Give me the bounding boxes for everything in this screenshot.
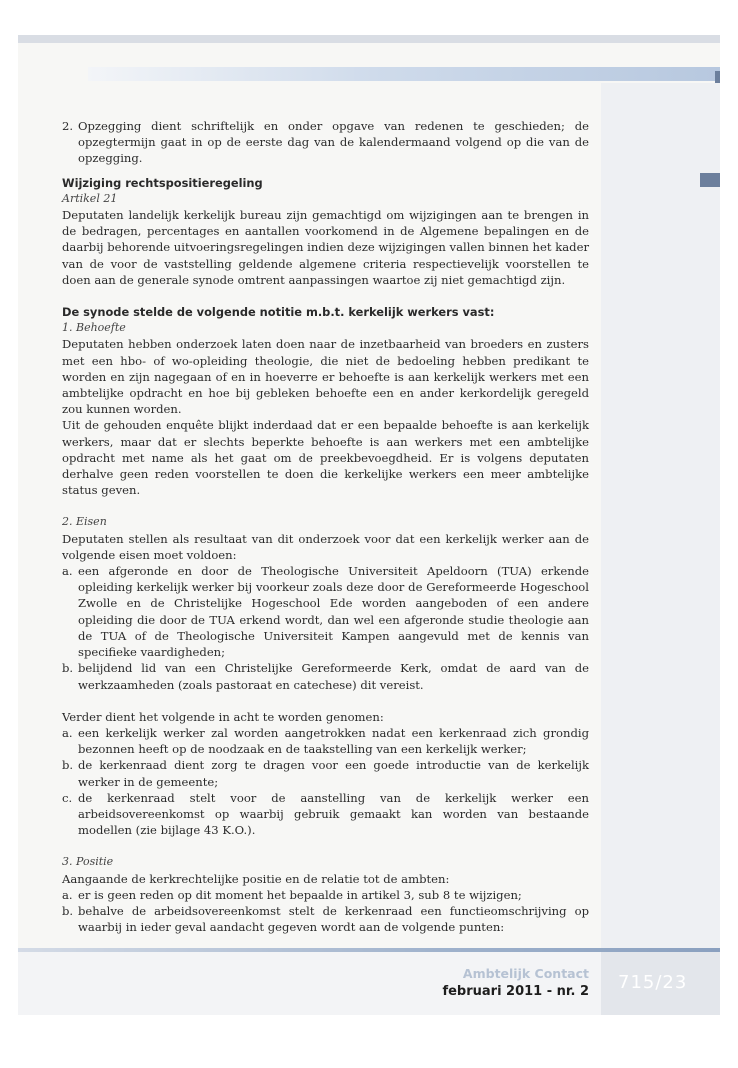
magazine-issue: februari 2011 - nr. 2 xyxy=(442,984,589,999)
list-item xyxy=(62,725,589,757)
list-item xyxy=(62,660,589,692)
list-item-text: behalve de arbeidsovereenkomst stelt de kerkenraad een functieomschrijving op waarbij in ieder geval aandacht gegeven wordt aan de volgende punten: xyxy=(78,903,589,935)
article-number: Artikel 21 xyxy=(62,191,118,205)
paragraph-text: Uit de gehouden enquête blijkt inderdaad dat er een bepaalde behoefte is aan kerkelijk werkers, maar dat er slechts beperkte behoefte is aan werkers met een ambtelijke opdracht met name als het gaat om de preekbevoegdheid. Er is volgens deputaten derhalve geen reden voorstellen te doen die kerkelijke werkers een meer ambtelijke status geven. xyxy=(62,418,589,498)
subsection-title: 2. Eisen xyxy=(62,515,107,529)
list-marker: a. xyxy=(62,725,73,740)
header-gradient-band xyxy=(88,67,720,81)
paragraph-text: Opzegging dient schriftelijk en onder opgave van redenen te geschieden; de opzegtermijn gaat in op de eerste dag van de kalendermaand volgend op die van de opzegging. xyxy=(78,119,589,166)
magazine-name: Ambtelijk Contact xyxy=(462,966,589,981)
paragraph-text: Deputaten landelijk kerkelijk bureau zijn gemachtigd om wijzigingen aan te brengen in de bedragen, percentages en aantallen voorkomend in de Algemene bepalingen en de daarbij behorende uitvoeringsregelingen indien deze wijzigingen vallen binnen het kader van de voor de vaststelling geldende algemene criteria respectievelijk voorstellen te doen aan de generale synode omtrent aanpassingen waartoe zij niet gemachtigd zijn. xyxy=(62,208,589,287)
list-marker: a. xyxy=(62,887,73,902)
subsection-title: 3. Positie xyxy=(62,855,114,869)
article-body xyxy=(62,118,589,935)
subsection-title: 1. Behoefte xyxy=(62,321,126,335)
paragraph-text: Deputaten hebben onderzoek laten doen naar de inzetbaarheid van broeders en zusters met een hbo- of wo-opleiding theologie, die niet de bedoeling hebben predikant te worden en zijn nagegaan of en in hoeverre er behoefte is aan kerkelijk werkers met een ambtelijke opdracht en hoe bij gebleken behoefte een en ander kerkordelijk geregeld zou kunnen worden. xyxy=(62,337,589,417)
list-marker: c. xyxy=(62,790,73,805)
list-item-text: een kerkelijk werker zal worden aangetrokken nadat een kerkenraad zich grondig bezonnen heeft op de noodzaak en de taakstelling van een kerkelijk werker; xyxy=(78,725,589,757)
top-strip xyxy=(18,35,720,43)
list-item-text: belijdend lid van een Christelijke Gereformeerde Kerk, omdat de aard van de werkzaamheden (zoals pastoraat en catechese) dit vereist. xyxy=(78,661,589,692)
list-item-text: een afgeronde en door de Theologische Universiteit Apeldoorn (TUA) erkende opleiding kerkelijk werker bij voorkeur zoals deze door de Gereformeerde Hogeschool Zwolle en de Christelijke Hogeschool Ede worden aangeboden of een andere opleiding die door de TUA erkend wordt, dan wel een afgeronde studie theologie aan de TUA of de Theologische Universiteit Kampen aangevuld met de kennis van specifieke vaardigheden; xyxy=(78,564,589,660)
section-heading: De synode stelde de volgende notitie m.b.t. kerkelijk werkers vast: xyxy=(62,305,495,320)
list-item-text: de kerkenraad dient zorg te dragen voor een goede introductie van de kerkelijk werker in de gemeente; xyxy=(78,758,589,789)
list-item xyxy=(62,563,589,660)
list-item xyxy=(62,757,589,789)
list-marker: 2. xyxy=(62,119,74,133)
section-tab-marker xyxy=(700,173,720,187)
list-item xyxy=(62,887,589,903)
list-marker: b. xyxy=(62,661,74,676)
list-marker: a. xyxy=(62,564,73,579)
paragraph-text: Deputaten stellen als resultaat van dit onderzoek voor dat een kerkelijk werker aan de volgende eisen moet voldoen: xyxy=(62,531,589,562)
paragraph-text: Verder dient het volgende in acht te worden genomen: xyxy=(62,709,384,724)
list-item xyxy=(62,118,589,167)
section-heading: Wijziging rechtspositieregeling xyxy=(62,175,263,190)
right-margin-panel xyxy=(601,83,720,1015)
list-item xyxy=(62,790,589,839)
paragraph-text: Aangaande de kerkrechtelijke positie en de relatie tot de ambten: xyxy=(62,871,450,886)
list-item-text: de kerkenraad stelt voor de aanstelling van de kerkelijk werker een arbeidsovereenkomst op waarbij gebruik gemaakt kan worden van bestaande modellen (zie bijlage 43 K.O.). xyxy=(78,790,589,838)
page-number: 715/23 xyxy=(618,972,688,993)
list-marker: b. xyxy=(62,903,74,918)
list-item-text: er is geen reden op dit moment het bepaalde in artikel 3, sub 8 te wijzigen; xyxy=(78,887,522,902)
list-item xyxy=(62,903,589,935)
list-marker: b. xyxy=(62,758,74,773)
